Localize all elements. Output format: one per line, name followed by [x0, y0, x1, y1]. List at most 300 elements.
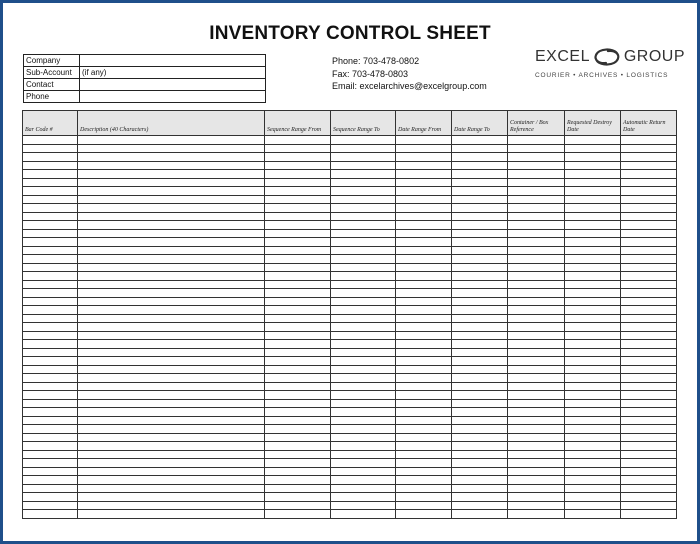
table-cell[interactable]: [78, 255, 265, 264]
table-cell[interactable]: [621, 416, 677, 425]
table-cell[interactable]: [265, 493, 331, 502]
table-cell[interactable]: [396, 323, 452, 332]
table-cell[interactable]: [621, 340, 677, 349]
table-cell[interactable]: [265, 246, 331, 255]
table-cell[interactable]: [78, 357, 265, 366]
table-cell[interactable]: [78, 459, 265, 468]
table-cell[interactable]: [452, 408, 508, 417]
table-cell[interactable]: [265, 348, 331, 357]
table-cell[interactable]: [452, 144, 508, 153]
table-cell[interactable]: [565, 314, 621, 323]
table-cell[interactable]: [508, 255, 565, 264]
table-cell[interactable]: [565, 289, 621, 298]
table-cell[interactable]: [565, 399, 621, 408]
table-cell[interactable]: [265, 450, 331, 459]
table-cell[interactable]: [452, 348, 508, 357]
table-cell[interactable]: [331, 153, 396, 162]
table-cell[interactable]: [265, 501, 331, 510]
table-cell[interactable]: [621, 153, 677, 162]
table-cell[interactable]: [331, 365, 396, 374]
table-cell[interactable]: [452, 153, 508, 162]
table-cell[interactable]: [621, 374, 677, 383]
table-cell[interactable]: [452, 238, 508, 247]
table-cell[interactable]: [621, 323, 677, 332]
table-cell[interactable]: [452, 229, 508, 238]
table-cell[interactable]: [452, 306, 508, 315]
table-cell[interactable]: [331, 357, 396, 366]
table-cell[interactable]: [78, 382, 265, 391]
table-cell[interactable]: [78, 442, 265, 451]
table-cell[interactable]: [396, 204, 452, 213]
table-cell[interactable]: [78, 297, 265, 306]
table-cell[interactable]: [621, 212, 677, 221]
table-cell[interactable]: [396, 450, 452, 459]
table-cell[interactable]: [265, 323, 331, 332]
table-cell[interactable]: [396, 459, 452, 468]
table-cell[interactable]: [331, 340, 396, 349]
table-cell[interactable]: [78, 493, 265, 502]
table-cell[interactable]: [265, 306, 331, 315]
table-cell[interactable]: [452, 382, 508, 391]
table-cell[interactable]: [23, 161, 78, 170]
table-cell[interactable]: [621, 399, 677, 408]
table-cell[interactable]: [265, 178, 331, 187]
table-cell[interactable]: [23, 238, 78, 247]
table-cell[interactable]: [508, 306, 565, 315]
table-cell[interactable]: [23, 195, 78, 204]
table-cell[interactable]: [265, 399, 331, 408]
table-cell[interactable]: [265, 272, 331, 281]
table-cell[interactable]: [565, 136, 621, 145]
table-cell[interactable]: [396, 136, 452, 145]
table-cell[interactable]: [23, 365, 78, 374]
table-cell[interactable]: [452, 212, 508, 221]
table-cell[interactable]: [265, 459, 331, 468]
table-cell[interactable]: [565, 348, 621, 357]
table-cell[interactable]: [565, 187, 621, 196]
table-cell[interactable]: [565, 357, 621, 366]
table-cell[interactable]: [396, 416, 452, 425]
table-cell[interactable]: [331, 238, 396, 247]
table-cell[interactable]: [508, 289, 565, 298]
table-cell[interactable]: [265, 510, 331, 519]
table-cell[interactable]: [23, 348, 78, 357]
table-cell[interactable]: [78, 263, 265, 272]
table-cell[interactable]: [78, 136, 265, 145]
table-cell[interactable]: [23, 153, 78, 162]
table-cell[interactable]: [508, 153, 565, 162]
table-cell[interactable]: [452, 323, 508, 332]
table-cell[interactable]: [452, 399, 508, 408]
table-cell[interactable]: [331, 348, 396, 357]
table-cell[interactable]: [508, 348, 565, 357]
table-cell[interactable]: [396, 374, 452, 383]
table-cell[interactable]: [452, 501, 508, 510]
table-cell[interactable]: [78, 331, 265, 340]
table-cell[interactable]: [565, 153, 621, 162]
table-cell[interactable]: [265, 433, 331, 442]
table-cell[interactable]: [508, 408, 565, 417]
table-cell[interactable]: [265, 340, 331, 349]
table-cell[interactable]: [565, 459, 621, 468]
table-cell[interactable]: [621, 144, 677, 153]
table-cell[interactable]: [23, 323, 78, 332]
table-cell[interactable]: [508, 357, 565, 366]
table-cell[interactable]: [508, 399, 565, 408]
table-cell[interactable]: [508, 433, 565, 442]
table-cell[interactable]: [23, 221, 78, 230]
table-cell[interactable]: [78, 178, 265, 187]
table-cell[interactable]: [621, 280, 677, 289]
table-cell[interactable]: [508, 221, 565, 230]
table-cell[interactable]: [621, 365, 677, 374]
table-cell[interactable]: [78, 340, 265, 349]
table-cell[interactable]: [452, 340, 508, 349]
table-cell[interactable]: [452, 136, 508, 145]
table-cell[interactable]: [396, 314, 452, 323]
table-cell[interactable]: [331, 314, 396, 323]
table-cell[interactable]: [23, 204, 78, 213]
table-cell[interactable]: [23, 459, 78, 468]
table-cell[interactable]: [621, 178, 677, 187]
table-cell[interactable]: [621, 408, 677, 417]
table-cell[interactable]: [565, 476, 621, 485]
table-cell[interactable]: [565, 493, 621, 502]
table-cell[interactable]: [331, 408, 396, 417]
table-cell[interactable]: [565, 195, 621, 204]
table-cell[interactable]: [452, 493, 508, 502]
table-cell[interactable]: [621, 493, 677, 502]
table-cell[interactable]: [621, 263, 677, 272]
table-cell[interactable]: [396, 501, 452, 510]
table-cell[interactable]: [331, 136, 396, 145]
table-cell[interactable]: [452, 365, 508, 374]
table-cell[interactable]: [78, 348, 265, 357]
table-cell[interactable]: [78, 476, 265, 485]
table-cell[interactable]: [78, 314, 265, 323]
table-cell[interactable]: [265, 476, 331, 485]
table-cell[interactable]: [508, 187, 565, 196]
table-cell[interactable]: [78, 187, 265, 196]
sub-account-field[interactable]: (if any): [82, 68, 107, 77]
table-cell[interactable]: [452, 170, 508, 179]
table-cell[interactable]: [565, 280, 621, 289]
table-cell[interactable]: [508, 340, 565, 349]
table-cell[interactable]: [331, 178, 396, 187]
table-cell[interactable]: [396, 306, 452, 315]
table-cell[interactable]: [78, 272, 265, 281]
table-cell[interactable]: [452, 187, 508, 196]
table-cell[interactable]: [265, 153, 331, 162]
table-cell[interactable]: [78, 204, 265, 213]
table-cell[interactable]: [265, 255, 331, 264]
table-cell[interactable]: [621, 289, 677, 298]
table-cell[interactable]: [565, 416, 621, 425]
table-cell[interactable]: [396, 391, 452, 400]
table-cell[interactable]: [78, 221, 265, 230]
table-cell[interactable]: [621, 348, 677, 357]
table-cell[interactable]: [621, 433, 677, 442]
table-cell[interactable]: [621, 195, 677, 204]
table-cell[interactable]: [331, 263, 396, 272]
table-cell[interactable]: [452, 484, 508, 493]
table-cell[interactable]: [452, 442, 508, 451]
table-cell[interactable]: [23, 136, 78, 145]
table-cell[interactable]: [331, 484, 396, 493]
table-cell[interactable]: [331, 195, 396, 204]
table-cell[interactable]: [265, 331, 331, 340]
table-cell[interactable]: [452, 467, 508, 476]
table-cell[interactable]: [565, 144, 621, 153]
table-cell[interactable]: [265, 170, 331, 179]
table-cell[interactable]: [452, 314, 508, 323]
table-cell[interactable]: [23, 289, 78, 298]
table-cell[interactable]: [452, 246, 508, 255]
table-cell[interactable]: [331, 433, 396, 442]
table-cell[interactable]: [331, 212, 396, 221]
table-cell[interactable]: [396, 195, 452, 204]
table-cell[interactable]: [621, 331, 677, 340]
table-cell[interactable]: [265, 195, 331, 204]
table-cell[interactable]: [331, 374, 396, 383]
table-cell[interactable]: [565, 246, 621, 255]
table-cell[interactable]: [396, 442, 452, 451]
table-cell[interactable]: [621, 187, 677, 196]
table-cell[interactable]: [396, 433, 452, 442]
table-cell[interactable]: [508, 331, 565, 340]
table-cell[interactable]: [508, 501, 565, 510]
table-cell[interactable]: [23, 467, 78, 476]
table-cell[interactable]: [331, 442, 396, 451]
table-cell[interactable]: [23, 263, 78, 272]
table-cell[interactable]: [23, 297, 78, 306]
table-cell[interactable]: [565, 170, 621, 179]
table-cell[interactable]: [23, 442, 78, 451]
table-cell[interactable]: [265, 229, 331, 238]
table-cell[interactable]: [331, 229, 396, 238]
table-cell[interactable]: [331, 323, 396, 332]
table-cell[interactable]: [565, 510, 621, 519]
table-cell[interactable]: [78, 374, 265, 383]
table-cell[interactable]: [396, 348, 452, 357]
table-cell[interactable]: [396, 280, 452, 289]
table-cell[interactable]: [396, 493, 452, 502]
table-cell[interactable]: [621, 297, 677, 306]
table-cell[interactable]: [565, 306, 621, 315]
table-cell[interactable]: [331, 459, 396, 468]
table-cell[interactable]: [565, 178, 621, 187]
table-cell[interactable]: [508, 178, 565, 187]
table-cell[interactable]: [565, 365, 621, 374]
table-cell[interactable]: [621, 272, 677, 281]
table-cell[interactable]: [78, 229, 265, 238]
table-cell[interactable]: [565, 425, 621, 434]
table-cell[interactable]: [508, 442, 565, 451]
table-cell[interactable]: [331, 510, 396, 519]
table-cell[interactable]: [452, 357, 508, 366]
table-cell[interactable]: [396, 331, 452, 340]
table-cell[interactable]: [452, 459, 508, 468]
table-cell[interactable]: [331, 297, 396, 306]
table-cell[interactable]: [508, 204, 565, 213]
table-cell[interactable]: [331, 221, 396, 230]
table-cell[interactable]: [508, 272, 565, 281]
table-cell[interactable]: [331, 382, 396, 391]
table-cell[interactable]: [565, 382, 621, 391]
table-cell[interactable]: [331, 501, 396, 510]
table-cell[interactable]: [621, 467, 677, 476]
table-cell[interactable]: [78, 399, 265, 408]
table-cell[interactable]: [508, 323, 565, 332]
table-cell[interactable]: [565, 374, 621, 383]
table-cell[interactable]: [265, 212, 331, 221]
table-cell[interactable]: [23, 391, 78, 400]
table-cell[interactable]: [508, 391, 565, 400]
table-cell[interactable]: [508, 416, 565, 425]
table-cell[interactable]: [508, 314, 565, 323]
table-cell[interactable]: [508, 212, 565, 221]
table-cell[interactable]: [23, 382, 78, 391]
table-cell[interactable]: [78, 365, 265, 374]
table-cell[interactable]: [508, 476, 565, 485]
table-cell[interactable]: [396, 425, 452, 434]
table-cell[interactable]: [621, 391, 677, 400]
table-cell[interactable]: [565, 391, 621, 400]
table-cell[interactable]: [452, 272, 508, 281]
table-cell[interactable]: [331, 280, 396, 289]
table-cell[interactable]: [396, 467, 452, 476]
table-cell[interactable]: [23, 272, 78, 281]
table-cell[interactable]: [331, 204, 396, 213]
table-cell[interactable]: [565, 450, 621, 459]
table-cell[interactable]: [396, 340, 452, 349]
table-cell[interactable]: [621, 484, 677, 493]
table-cell[interactable]: [265, 382, 331, 391]
table-cell[interactable]: [331, 399, 396, 408]
table-cell[interactable]: [565, 467, 621, 476]
table-cell[interactable]: [396, 408, 452, 417]
table-cell[interactable]: [78, 195, 265, 204]
table-cell[interactable]: [396, 399, 452, 408]
table-cell[interactable]: [452, 255, 508, 264]
table-cell[interactable]: [265, 391, 331, 400]
table-cell[interactable]: [23, 187, 78, 196]
table-cell[interactable]: [23, 280, 78, 289]
table-cell[interactable]: [396, 365, 452, 374]
table-cell[interactable]: [452, 263, 508, 272]
table-cell[interactable]: [265, 204, 331, 213]
table-cell[interactable]: [78, 408, 265, 417]
table-cell[interactable]: [452, 297, 508, 306]
table-cell[interactable]: [621, 306, 677, 315]
table-cell[interactable]: [508, 467, 565, 476]
table-cell[interactable]: [565, 161, 621, 170]
table-cell[interactable]: [23, 246, 78, 255]
table-cell[interactable]: [508, 374, 565, 383]
table-cell[interactable]: [78, 501, 265, 510]
table-cell[interactable]: [565, 221, 621, 230]
table-cell[interactable]: [508, 382, 565, 391]
contact-field[interactable]: [80, 79, 265, 90]
table-cell[interactable]: [23, 425, 78, 434]
table-cell[interactable]: [265, 221, 331, 230]
table-cell[interactable]: [265, 484, 331, 493]
table-cell[interactable]: [265, 467, 331, 476]
table-cell[interactable]: [452, 221, 508, 230]
table-cell[interactable]: [565, 433, 621, 442]
table-cell[interactable]: [265, 442, 331, 451]
table-cell[interactable]: [265, 161, 331, 170]
table-cell[interactable]: [23, 510, 78, 519]
table-cell[interactable]: [396, 144, 452, 153]
table-cell[interactable]: [396, 272, 452, 281]
table-cell[interactable]: [508, 425, 565, 434]
table-cell[interactable]: [452, 374, 508, 383]
table-cell[interactable]: [265, 297, 331, 306]
table-cell[interactable]: [621, 246, 677, 255]
table-cell[interactable]: [508, 170, 565, 179]
table-cell[interactable]: [508, 510, 565, 519]
table-cell[interactable]: [565, 229, 621, 238]
table-cell[interactable]: [508, 297, 565, 306]
table-cell[interactable]: [78, 170, 265, 179]
table-cell[interactable]: [331, 391, 396, 400]
table-cell[interactable]: [565, 323, 621, 332]
table-cell[interactable]: [78, 391, 265, 400]
table-cell[interactable]: [565, 442, 621, 451]
table-cell[interactable]: [23, 178, 78, 187]
table-cell[interactable]: [265, 416, 331, 425]
table-cell[interactable]: [396, 357, 452, 366]
table-cell[interactable]: [452, 178, 508, 187]
table-cell[interactable]: [452, 195, 508, 204]
table-cell[interactable]: [396, 289, 452, 298]
table-cell[interactable]: [621, 459, 677, 468]
table-cell[interactable]: [621, 238, 677, 247]
table-cell[interactable]: [621, 442, 677, 451]
table-cell[interactable]: [565, 204, 621, 213]
table-cell[interactable]: [565, 297, 621, 306]
table-cell[interactable]: [452, 450, 508, 459]
table-cell[interactable]: [78, 484, 265, 493]
table-cell[interactable]: [265, 408, 331, 417]
table-cell[interactable]: [331, 425, 396, 434]
table-cell[interactable]: [331, 272, 396, 281]
table-cell[interactable]: [396, 238, 452, 247]
table-cell[interactable]: [621, 255, 677, 264]
table-cell[interactable]: [265, 425, 331, 434]
table-cell[interactable]: [452, 433, 508, 442]
table-cell[interactable]: [565, 340, 621, 349]
table-cell[interactable]: [396, 255, 452, 264]
table-cell[interactable]: [331, 255, 396, 264]
table-cell[interactable]: [621, 425, 677, 434]
table-cell[interactable]: [23, 340, 78, 349]
table-cell[interactable]: [452, 161, 508, 170]
table-cell[interactable]: [23, 212, 78, 221]
table-cell[interactable]: [331, 161, 396, 170]
table-cell[interactable]: [23, 314, 78, 323]
table-cell[interactable]: [452, 476, 508, 485]
table-cell[interactable]: [265, 238, 331, 247]
table-cell[interactable]: [396, 510, 452, 519]
table-cell[interactable]: [565, 408, 621, 417]
table-cell[interactable]: [452, 204, 508, 213]
table-cell[interactable]: [396, 476, 452, 485]
table-cell[interactable]: [78, 289, 265, 298]
table-cell[interactable]: [621, 501, 677, 510]
table-cell[interactable]: [508, 493, 565, 502]
